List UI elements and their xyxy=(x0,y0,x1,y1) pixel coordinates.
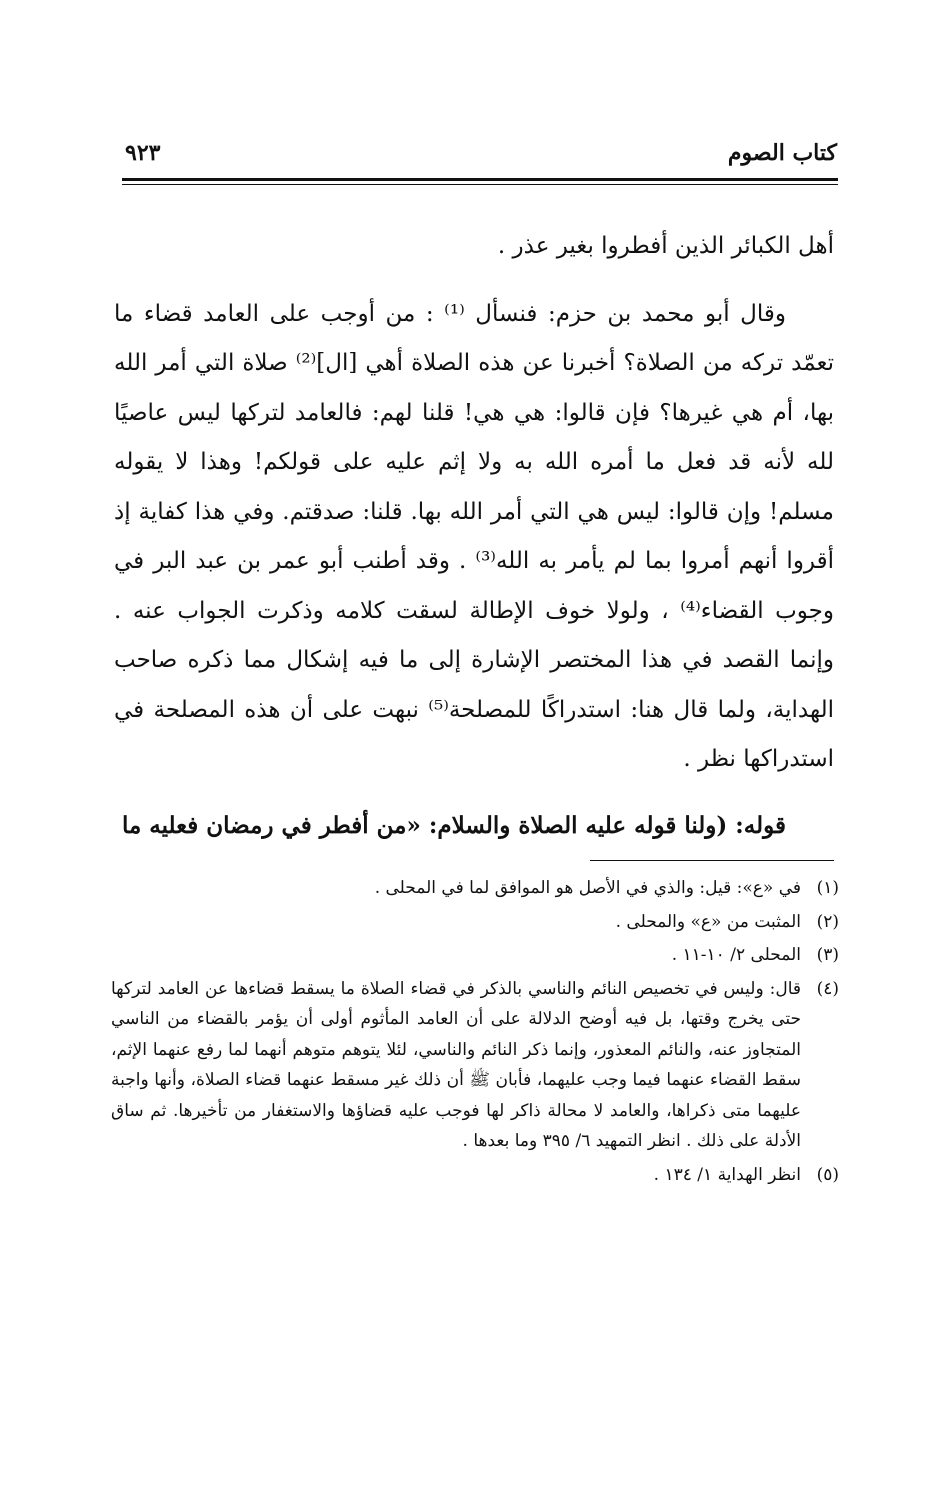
footnote-item xyxy=(111,873,839,904)
footnote-text: المثبت من «ع» والمحلى . xyxy=(615,911,801,932)
page-header xyxy=(125,140,837,180)
footnote-number: (٣) xyxy=(816,945,839,965)
footnote-number: (٤) xyxy=(816,978,839,999)
header-rule-thin xyxy=(122,184,838,185)
footnote-item xyxy=(111,907,839,938)
footnote-text: المحلى ٢/ ١٠-١١ . xyxy=(671,945,801,965)
footnote-number: (٥) xyxy=(816,1164,839,1185)
paragraph-2: وقال أبو محمد بن حزم: فنسأل ⁽¹⁾ : من أوجب على العامد قضاء ما تعمّد تركه من الصلاة؟ أخبرنا عن هذه الصلاة أهي [ال]⁽²⁾ صلاة التي أمر الله بها، أم هي غيرها؟ فإن قالوا: هي هي! قلنا لهم: فالعامد لتركها ليس عاصيًا لله لأنه قد فعل ما أمره الله به ولا إثم عليه على قولكم! وهذا لا يقوله مسلم! وإن قالوا: ليس هي التي أمر الله بها. قلنا: صدقتم. وفي هذا كفاية إذ أقروا أنهم أمروا بما لم يأمر به الله⁽³⁾ . وقد أطنب أبو عمر بن عبد البر في وجوب القضاء⁽⁴⁾ ، ولولا خوف الإطالة لسقت كلامه وذكرت الجواب عنه . وإنما القصد في هذا المختصر الإشارة إلى ما فيه إشكال مما ذكره صاحب الهداية، ولما قال هنا: استدراكًا للمصلحة⁽⁵⁾ نبهت على أن هذه المصلحة في استدراكها نظر . xyxy=(114,300,835,772)
footnote-number: (١) xyxy=(816,878,839,898)
footnote-separator xyxy=(590,860,834,861)
main-text xyxy=(114,222,834,850)
footnote-number: (٢) xyxy=(816,911,839,932)
book-section-title: كتاب الصوم xyxy=(727,140,837,166)
footnote-item xyxy=(111,1160,839,1191)
header-rule-thick xyxy=(122,178,838,181)
footnote-item xyxy=(111,974,839,1157)
footnote-text: في «ع»: قيل: والذي في الأصل هو الموافق لما في المحلى . xyxy=(374,878,801,898)
paragraph-3: قوله: (ولنا قوله عليه الصلاة والسلام: «من أفطر في رمضان فعليه ما xyxy=(121,811,786,839)
page-number: ٩٢٣ xyxy=(125,140,161,166)
footnote-text: انظر الهداية ١/ ١٣٤ . xyxy=(653,1164,801,1185)
footnote-item xyxy=(111,940,839,971)
footnote-text: قال: وليس في تخصيص النائم والناسي بالذكر في قضاء الصلاة ما يسقط قضاءها عن العامد لتركها حتى يخرج وقتها، بل فيه أوضح الدلالة على أن العامد المأثوم أولى أن يؤمر بالقضاء من الناسي المتجاوز عنه، والنائم المعذور، وإنما ذكر النائم والناسي، لئلا يتوهم متوهم أنهما لما رفع عنهما الإثم، سقط القضاء عنهما فيما وجب عليهما، فأبان ﷺ أن ذلك غير مسقط عنهما قضاء الصلاة، وأنها واجبة عليهما متى ذكراها، والعامد لا محالة ذاكر لها فوجب عليه قضاؤها والاستغفار من تأخيرها. ثم ساق الأدلة على ذلك . انظر التمهيد ٦/ ٣٩٥ وما بعدها . xyxy=(111,978,801,1151)
footnotes xyxy=(111,873,839,1193)
paragraph-1: أهل الكبائر الذين أفطروا بغير عذر . xyxy=(497,233,834,259)
